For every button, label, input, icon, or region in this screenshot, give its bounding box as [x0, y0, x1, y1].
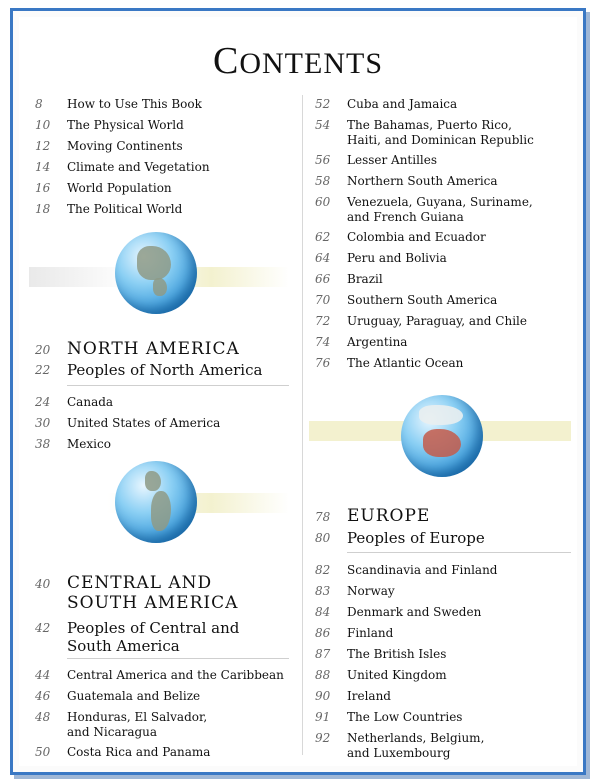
entry-label: Climate and Vegetation: [67, 160, 210, 174]
section-heading-north-america[interactable]: [35, 339, 240, 359]
page-number: 90: [315, 689, 331, 703]
toc-entry[interactable]: [315, 272, 383, 287]
toc-entry[interactable]: [35, 710, 207, 740]
page-number: 52: [315, 97, 331, 111]
page-number: 82: [315, 563, 331, 577]
page-number: 76: [315, 356, 331, 370]
page-frame: [10, 8, 586, 775]
toc-entry[interactable]: [315, 314, 527, 329]
toc-entry[interactable]: [35, 395, 113, 410]
toc-entry[interactable]: [35, 745, 210, 760]
toc-entry[interactable]: [35, 118, 184, 133]
toc-entry[interactable]: [315, 356, 463, 371]
toc-entry[interactable]: [315, 293, 497, 308]
page-number: 8: [35, 97, 43, 111]
entry-label: The Bahamas, Puerto Rico, Haiti, and Dominican Republic: [347, 118, 534, 147]
page-number: 66: [315, 272, 331, 286]
page-number: 58: [315, 174, 331, 188]
page-number: 74: [315, 335, 331, 349]
section-title: CENTRAL AND SOUTH AMERICA: [67, 573, 239, 613]
entry-label: Brazil: [347, 272, 383, 286]
page-number: 80: [315, 531, 331, 545]
column-divider: [302, 95, 303, 755]
entry-label: Canada: [67, 395, 114, 409]
entry-label: Central America and the Caribbean: [67, 668, 284, 682]
page-number: 60: [315, 195, 331, 209]
page-number: 10: [35, 118, 51, 132]
toc-entry[interactable]: [315, 230, 486, 245]
toc-entry-peoples[interactable]: [35, 361, 262, 379]
entry-label: Netherlands, Belgium, and Luxembourg: [347, 731, 485, 760]
entry-label: Colombia and Ecuador: [347, 230, 486, 244]
entry-label: Costa Rica and Panama: [67, 745, 211, 759]
toc-entry[interactable]: [315, 647, 446, 662]
page-number: 48: [35, 710, 51, 724]
entry-label: Mexico: [67, 437, 111, 451]
page-number: 54: [315, 118, 331, 132]
entry-label: Peru and Bolivia: [347, 251, 447, 265]
toc-entry[interactable]: [315, 335, 407, 350]
toc-entry[interactable]: [315, 563, 498, 578]
entry-label: Lesser Antilles: [347, 153, 438, 167]
entry-label: Peoples of Europe: [347, 529, 485, 547]
page-number: 38: [35, 437, 51, 451]
entry-label: Scandinavia and Finland: [347, 563, 498, 577]
page-title: [19, 39, 577, 83]
toc-entry[interactable]: [315, 689, 391, 704]
entry-label: Denmark and Sweden: [347, 605, 482, 619]
entry-label: Uruguay, Paraguay, and Chile: [347, 314, 527, 328]
page-number: 46: [35, 689, 51, 703]
south-america-globe-image: [115, 461, 197, 543]
entry-label: The Low Countries: [347, 710, 463, 724]
section-divider: [67, 658, 289, 659]
section-heading-central-south-america[interactable]: [35, 573, 238, 613]
toc-entry[interactable]: [35, 437, 111, 452]
section-divider: [347, 552, 571, 553]
toc-entry[interactable]: [315, 710, 462, 725]
toc-entry[interactable]: [35, 689, 200, 704]
page-number: 16: [35, 181, 51, 195]
entry-label: The Political World: [67, 202, 183, 216]
toc-entry[interactable]: [315, 97, 457, 112]
section-title: NORTH AMERICA: [67, 339, 240, 359]
toc-entry[interactable]: [315, 605, 481, 620]
entry-label: Argentina: [347, 335, 408, 349]
toc-entry[interactable]: [315, 195, 533, 225]
entry-label: Cuba and Jamaica: [347, 97, 458, 111]
toc-entry[interactable]: [35, 97, 202, 112]
page-number: 22: [35, 363, 51, 377]
contents-page: [19, 17, 577, 766]
page-number: 30: [35, 416, 51, 430]
entry-label: The Physical World: [67, 118, 184, 132]
page-number: 56: [315, 153, 331, 167]
entry-label: Peoples of North America: [67, 361, 263, 379]
page-number: 86: [315, 626, 331, 640]
section-divider: [67, 385, 289, 386]
page-number: 20: [35, 343, 51, 357]
entry-label: Guatemala and Belize: [67, 689, 201, 703]
page-number: 88: [315, 668, 331, 682]
page-number: 44: [35, 668, 51, 682]
page-number: 72: [315, 314, 331, 328]
toc-entry[interactable]: [315, 584, 395, 599]
page-number: 70: [315, 293, 331, 307]
entry-label: Peoples of Central and South America: [67, 619, 240, 655]
entry-label: The Atlantic Ocean: [347, 356, 464, 370]
toc-entry-peoples[interactable]: [35, 619, 239, 655]
north-america-globe-image: [115, 232, 197, 314]
entry-label: United States of America: [67, 416, 221, 430]
page-number: 64: [315, 251, 331, 265]
page-number: 42: [35, 621, 51, 635]
toc-entry-peoples[interactable]: [315, 529, 485, 547]
toc-entry[interactable]: [315, 626, 393, 641]
page-number: 40: [35, 577, 51, 591]
entry-label: Finland: [347, 626, 394, 640]
entry-label: World Population: [67, 181, 172, 195]
entry-label: Northern South America: [347, 174, 498, 188]
toc-entry[interactable]: [35, 160, 210, 175]
page-number: 50: [35, 745, 51, 759]
page-number: 78: [315, 510, 331, 524]
page-number: 14: [35, 160, 51, 174]
europe-globe-image: [401, 395, 483, 477]
entry-label: Southern South America: [347, 293, 498, 307]
entry-label: The British Isles: [347, 647, 447, 661]
toc-entry[interactable]: [35, 668, 284, 683]
entry-label: Ireland: [347, 689, 391, 703]
toc-entry[interactable]: [315, 731, 484, 761]
page-number: 87: [315, 647, 331, 661]
page-number: 92: [315, 731, 331, 745]
toc-entry[interactable]: [315, 118, 534, 148]
entry-label: Honduras, El Salvador, and Nicaragua: [67, 710, 208, 739]
toc-entry[interactable]: [315, 174, 498, 189]
title-initial: C: [212, 40, 240, 82]
toc-entry[interactable]: [315, 153, 437, 168]
section-title: EUROPE: [347, 506, 431, 526]
page-number: 24: [35, 395, 51, 409]
toc-entry[interactable]: [35, 181, 172, 196]
toc-entry[interactable]: [35, 202, 182, 217]
entry-label: How to Use This Book: [67, 97, 202, 111]
toc-entry[interactable]: [315, 251, 447, 266]
entry-label: Moving Continents: [67, 139, 183, 153]
page-number: 91: [315, 710, 331, 724]
toc-entry[interactable]: [35, 139, 183, 154]
page-number: 62: [315, 230, 331, 244]
page-number: 18: [35, 202, 51, 216]
toc-entry[interactable]: [35, 416, 220, 431]
toc-entry[interactable]: [315, 668, 447, 683]
entry-label: Venezuela, Guyana, Suriname, and French Guiana: [347, 195, 533, 224]
page-number: 83: [315, 584, 331, 598]
section-heading-europe[interactable]: [315, 506, 430, 526]
page-number: 12: [35, 139, 51, 153]
page-number: 84: [315, 605, 331, 619]
entry-label: Norway: [347, 584, 395, 598]
title-rest: ONTENTS: [239, 47, 383, 80]
entry-label: United Kingdom: [347, 668, 447, 682]
